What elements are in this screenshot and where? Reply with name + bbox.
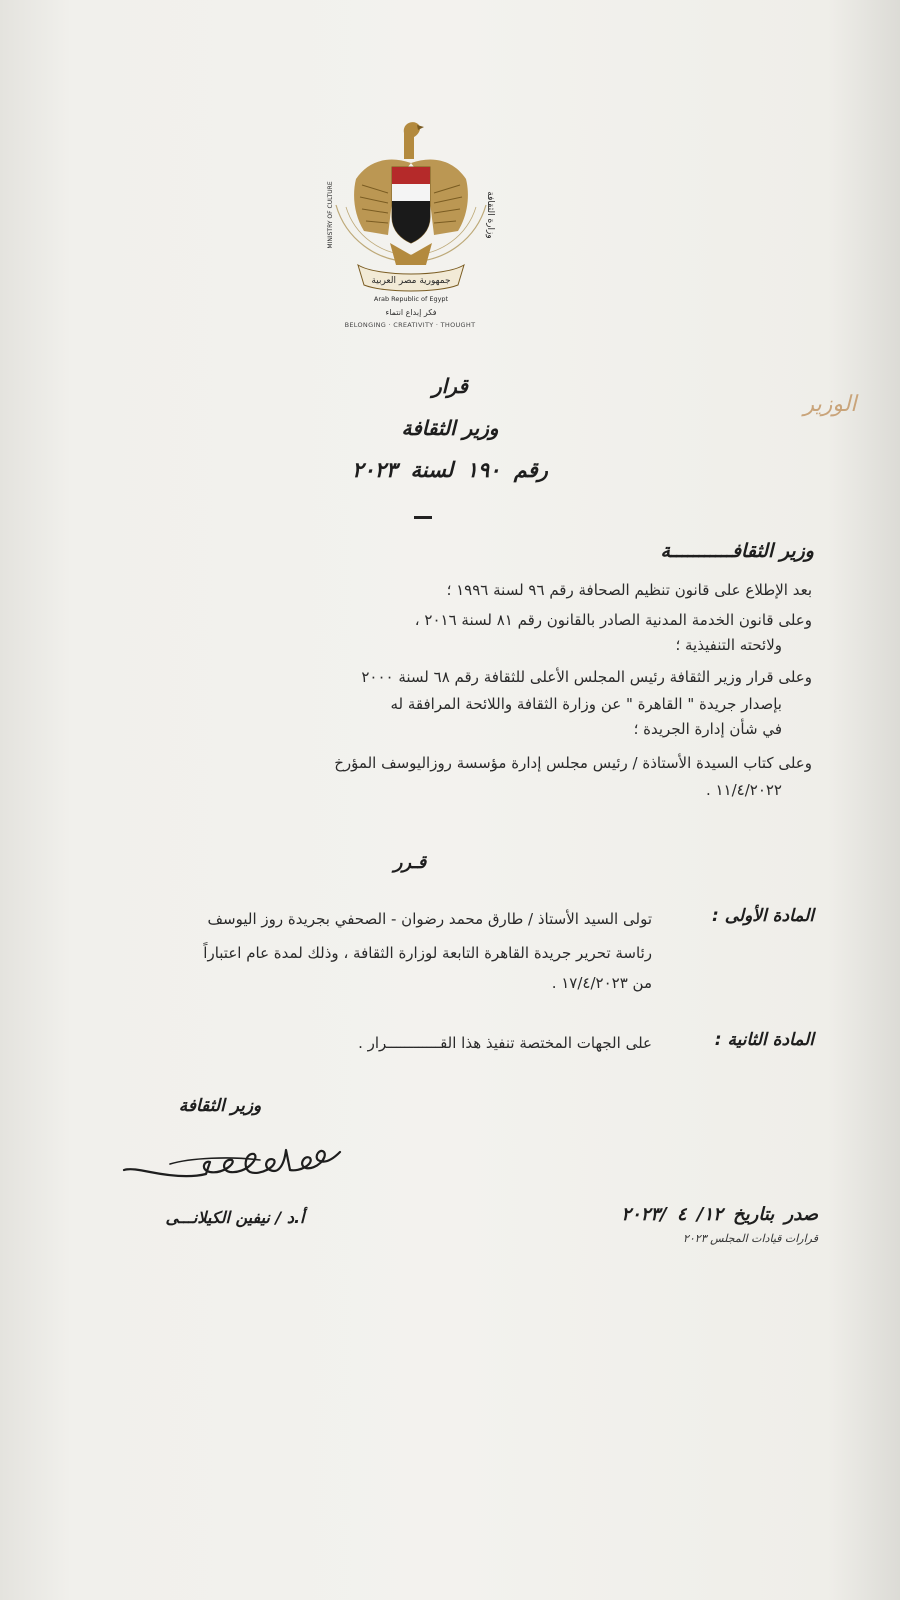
seal-text-right: وزارة الثقافة [485,191,495,239]
title-divider [414,516,432,519]
clause-civil-service-l2: ولائحته التنفيذية ؛ [675,636,782,654]
article-one-line3: من ١٧/٤/٢٠٢٣ . [551,974,652,992]
issue-date: صدر بتاريخ ١٢/ ٤ /٢٠٢٣ [621,1204,818,1225]
preamble-heading: وزير الثقافـــــــــــة [660,540,814,562]
signature-title: وزير الثقافة [178,1096,262,1116]
article-two-label: المادة الثانية : [714,1030,814,1050]
decided-heading: قـرر [393,852,427,873]
decree-number: رقم ١٩٠ لسنة ٢٠٢٣ [352,458,548,482]
slogan-arabic: فكر إبداع انتماء [385,308,437,317]
emblem-ribbon-text: جمهورية مصر العربية [371,276,451,286]
article-one-line1: تولى السيد الأستاذ / طارق محمد رضوان - الصحفي بجريدة روز اليوسف [207,910,652,928]
eagle-emblem-icon [318,115,504,345]
clause-letter-l1: وعلى كتاب السيدة الأستاذة / رئيس مجلس إدارة مؤسسة روزاليوسف المؤرخ [334,754,812,772]
seal-text-left: MINISTRY OF CULTURE [327,181,334,249]
slogan-english: BELONGING · CREATIVITY · THOUGHT [344,321,476,329]
filing-note: قرارات قيادات المجلس ٢٠٢٣ [682,1232,818,1245]
signatory-name: أ.د / نيفين الكيلانـــى [165,1208,305,1227]
decree-title: قرار [432,374,468,398]
clause-letter-l2: ١١/٤/٢٠٢٢ . [705,781,782,799]
article-one-line2: رئاسة تحرير جريدة القاهرة التابعة لوزارة الثقافة ، وذلك لمدة عام اعتباراً [203,944,652,962]
clause-press-law: بعد الإطلاع على قانون تنظيم الصحافة رقم ٩٦ لسنة ١٩٩٦ ؛ [446,581,812,599]
clause-council-decree-l2: بإصدار جريدة " القاهرة " عن وزارة الثقافة واللائحة المرافقة له [390,695,782,713]
decree-issuer: وزير الثقافة [401,416,499,440]
article-one-label: المادة الأولى : [712,906,814,926]
seal-text-bottom: Arab Republic of Egypt [373,295,449,303]
clause-council-decree-l3: في شأن إدارة الجريدة ؛ [633,720,782,738]
minister-stamp-mark: الوزير [803,392,857,417]
clause-council-decree-l1: وعلى قرار وزير الثقافة رئيس المجلس الأعلى للثقافة رقم ٦٨ لسنة ٢٠٠٠ [361,668,812,686]
article-two-line1: على الجهات المختصة تنفيذ هذا القــــــــــــرار . [358,1034,652,1052]
handwritten-signature [110,1130,350,1190]
clause-civil-service-l1: وعلى قانون الخدمة المدنية الصادر بالقانون رقم ٨١ لسنة ٢٠١٦ ، [414,611,812,629]
